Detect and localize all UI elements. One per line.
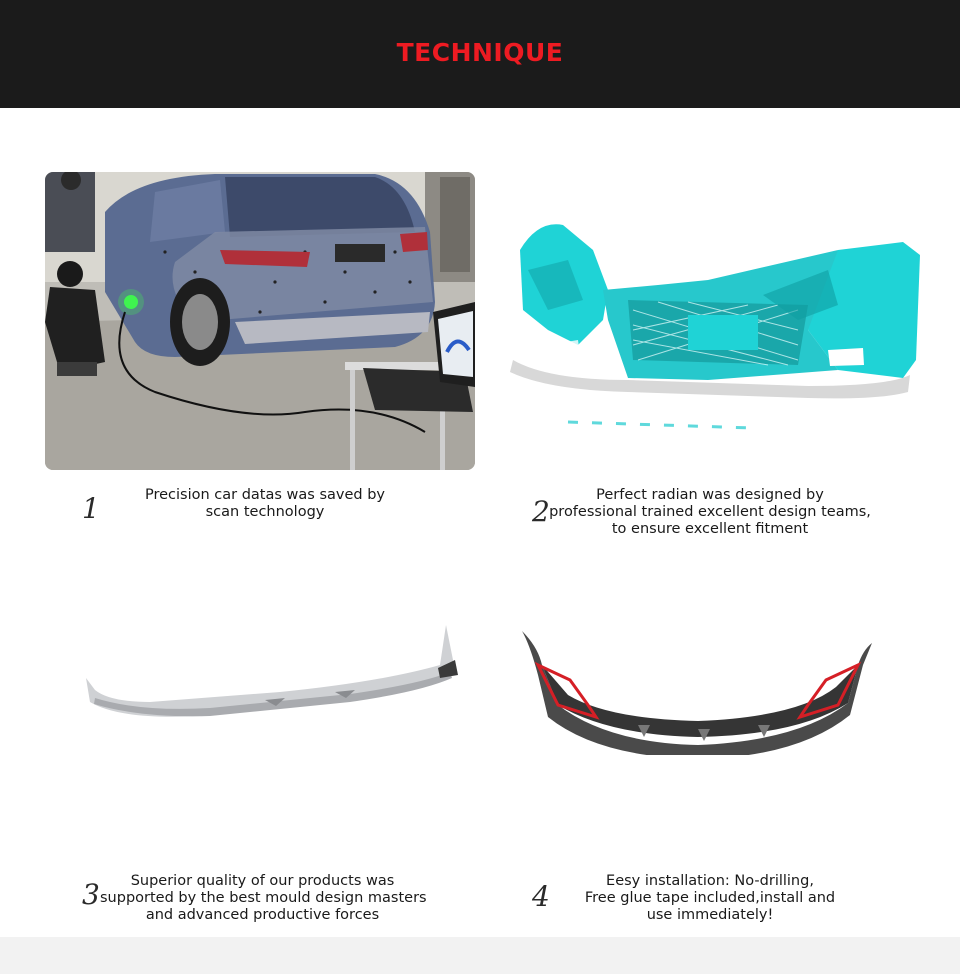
step-4-line-1: Eesy installation: No-drilling, [606,873,814,889]
bumper-scan-image [508,210,923,440]
step-1-caption [125,487,405,521]
footer-band [0,937,960,974]
bumper-scan-illustration [508,210,923,440]
header-bar [0,0,960,108]
car-scan-photo [45,172,475,470]
step-4-caption [565,873,855,924]
carbon-lip-illustration [518,625,878,755]
step-1-line-2: scan technology [205,504,325,520]
page-title: TECHNIQUE [396,38,564,67]
silver-lip-illustration [80,620,465,730]
step-3-line-1: Superior quality of our products was [130,873,395,889]
car-scan-illustration [45,172,475,470]
step-2-number: 2 [532,495,550,528]
carbon-lip-image [518,625,878,755]
step-1-number: 1 [82,492,100,525]
step-4-number: 4 [532,880,550,913]
step-3-line-2: supported by the best mould design masters [100,890,427,906]
silver-lip-image [80,620,465,730]
step-3-caption [100,873,425,924]
step-2-line-2: professional trained excellent design teams, [549,504,871,520]
step-1-line-1: Precision car datas was saved by [144,487,385,503]
step-2-caption [545,487,875,538]
step-3-number: 3 [82,878,100,911]
step-4-line-3: use immediately! [646,907,774,923]
step-3-line-3: and advanced productive forces [145,907,380,923]
step-2-line-3: to ensure excellent fitment [611,521,809,537]
step-2-line-1: Perfect radian was designed by [596,487,824,503]
step-4-line-2: Free glue tape included,install and [584,890,836,906]
